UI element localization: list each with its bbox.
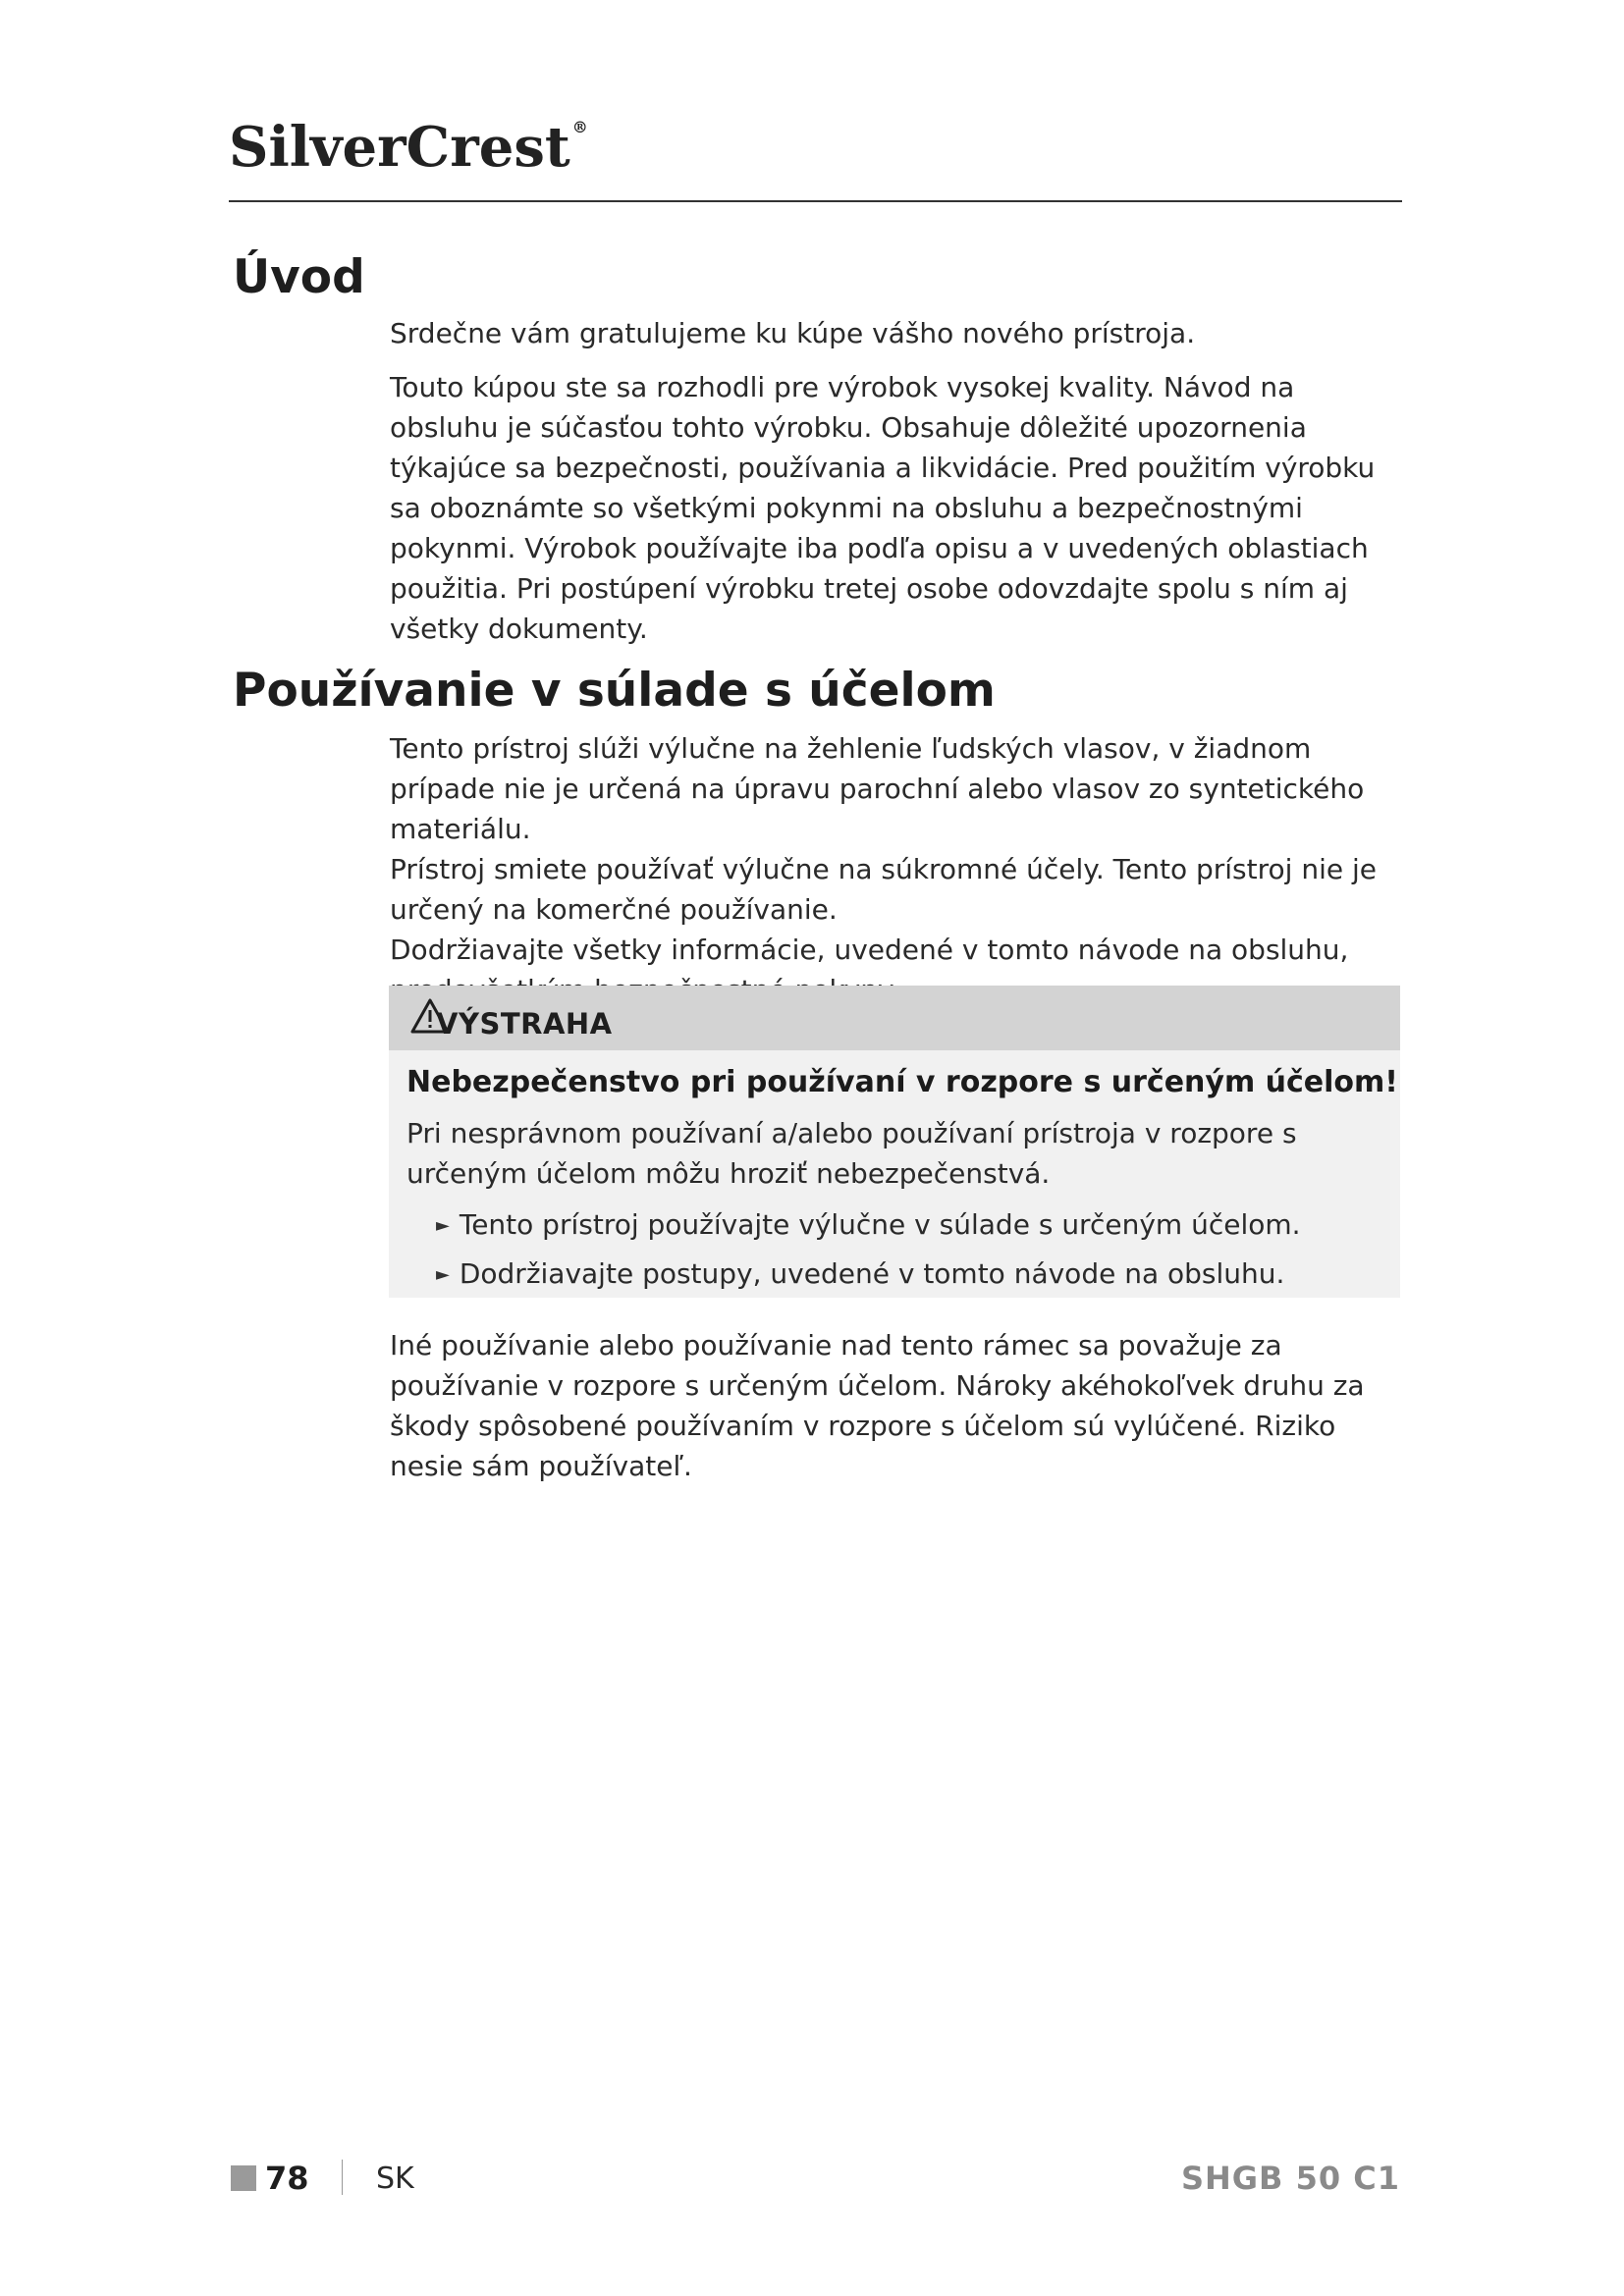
intro-paragraph-2: Touto kúpou ste sa rozhodli pre výrobok vysokej kvality. Návod na obsluhu je súčasťou tohto výrobku. Obsahuje dôležité upozornenia týkajúce sa bezpečnosti, používania a likvidácie. Pred použitím výrobku sa oboznámte so všetkými pokynmi na obsluhu a bezpečnostnými pokynmi. Výrobok používajte iba podľa opisu a v uvedených oblastiach použitia. Pri postúpení výrobku tretej osobe odovzdajte spolu s ním aj všetky dokumenty. — [390, 371, 1376, 645]
intended-use-body — [390, 728, 1411, 1010]
footer-square-marker — [231, 2165, 256, 2191]
page-number: 78 — [265, 2160, 309, 2197]
intended-use-paragraph-1: Tento prístroj slúži výlučne na žehlenie ľudských vlasov, v žiadnom prípade nie je určená na úpravu parochní alebo vlasov zo syntetického materiálu. — [390, 732, 1365, 845]
footer-separator — [342, 2160, 343, 2195]
warning-list-item — [436, 1257, 1284, 1290]
model-number: SHGB 50 C1 — [1180, 2160, 1400, 2197]
warning-item-text: Dodržiavajte postupy, uvedené v tomto návode na obsluhu. — [459, 1257, 1285, 1290]
logo-text: SilverCrest — [229, 115, 570, 180]
intro-heading: Úvod — [233, 250, 365, 304]
intro-body — [390, 313, 1411, 649]
intended-use-heading: Používanie v súlade s účelom — [233, 664, 996, 718]
brand-logo — [229, 115, 588, 180]
warning-box — [389, 986, 1400, 1298]
warning-header — [389, 986, 1400, 1050]
bullet-arrow-icon: ► — [436, 1215, 450, 1236]
warning-item-text: Tento prístroj používajte výlučne v súlade s určeným účelom. — [459, 1208, 1301, 1241]
intended-use-paragraph-3: Dodržiavajte všetky informácie, uvedené v tomto návode na obsluhu, — [390, 934, 1349, 966]
warning-list-item — [436, 1208, 1301, 1241]
warning-subtitle: Nebezpečenstvo pri používaní v rozpore s určeným účelom! — [406, 1065, 1398, 1099]
intro-paragraph-1: Srdečne vám gratulujeme ku kúpe vášho nového prístroja. — [390, 317, 1196, 349]
intended-use-paragraph-2: Prístroj smiete používať výlučne na súkromné účely. Tento prístroj nie je určený na komerčné používanie. — [390, 853, 1377, 926]
bullet-arrow-icon: ► — [436, 1264, 450, 1285]
warning-title: VÝSTRAHA — [436, 1007, 613, 1041]
header-divider — [229, 200, 1402, 202]
registered-mark: ® — [571, 118, 588, 136]
warning-text: Pri nesprávnom používaní a/alebo používaní prístroja v rozpore s určeným účelom môžu hroziť nebezpečenstvá. — [406, 1117, 1297, 1190]
closing-paragraph: Iné používanie alebo používanie nad tento rámec sa považuje za používanie v rozpore s určeným účelom. Nároky akéhokoľvek druhu za škody spôsobené používaním v rozpore s účelom sú vylúčené. Riziko nesie sám používateľ. — [390, 1329, 1365, 1482]
language-code: SK — [376, 2162, 414, 2196]
